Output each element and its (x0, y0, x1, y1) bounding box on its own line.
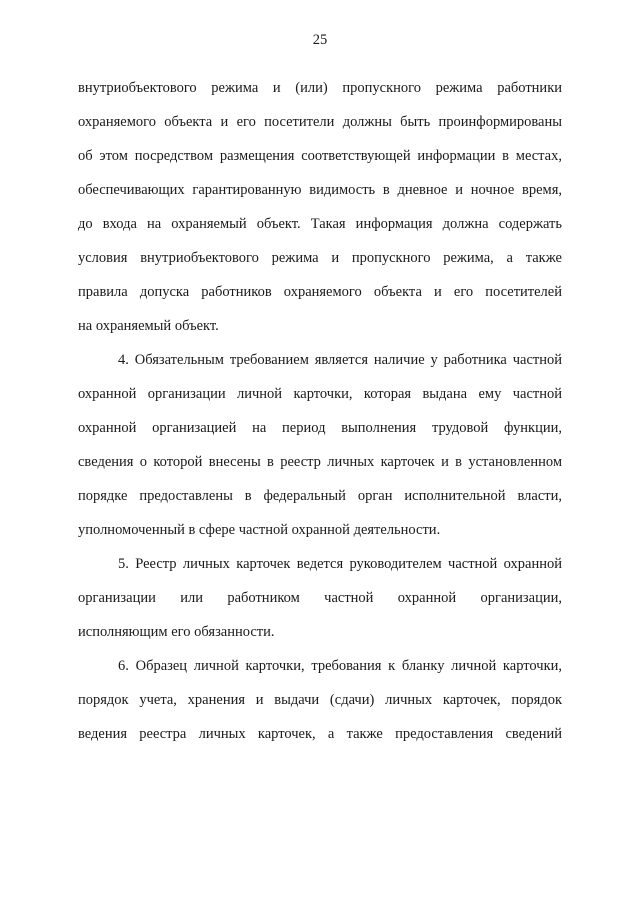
text-line: до входа на охраняемый объект. Такая информация должна содержать (78, 216, 562, 232)
text-line: ведения реестра личных карточек, а также предоставления сведений (78, 726, 562, 742)
text-line: уполномоченный в сфере частной охранной деятельности. (78, 522, 441, 538)
text-line: 6. Образец личной карточки, требования к бланку личной карточки, (118, 658, 562, 674)
paragraph-item-4 (78, 350, 562, 554)
text-line: исполняющим его обязанности. (78, 624, 275, 640)
text-line: порядок учета, хранения и выдачи (сдачи) личных карточек, порядок (78, 692, 562, 708)
text-line: внутриобъектового режима и (или) пропускного режима работники (78, 80, 562, 96)
paragraph-continuation (78, 78, 562, 350)
text-line: обеспечивающих гарантированную видимость в дневное и ночное время, (78, 182, 562, 198)
text-line: организации или работником частной охранной организации, (78, 590, 562, 606)
text-line: 5. Реестр личных карточек ведется руководителем частной охранной (118, 556, 562, 572)
text-line: порядке предоставлены в федеральный орган исполнительной власти, (78, 488, 562, 504)
text-line: правила допуска работников охраняемого объекта и его посетителей (78, 284, 562, 300)
text-line: охраняемого объекта и его посетители должны быть проинформированы (78, 114, 562, 130)
text-line: охранной организацией на период выполнения трудовой функции, (78, 420, 562, 436)
text-line: условия внутриобъектового режима и пропускного режима, а также (78, 250, 562, 266)
text-line: 4. Обязательным требованием является наличие у работника частной (118, 352, 562, 368)
document-body (78, 78, 562, 758)
text-line: на охраняемый объект. (78, 318, 219, 334)
paragraph-item-6 (78, 656, 562, 758)
page-number: 25 (312, 32, 328, 48)
paragraph-item-5 (78, 554, 562, 656)
text-line: об этом посредством размещения соответствующей информации в местах, (78, 148, 562, 164)
text-line: охранной организации личной карточки, которая выдана ему частной (78, 386, 562, 402)
text-line: сведения о которой внесены в реестр личных карточек и в установленном (78, 454, 562, 470)
